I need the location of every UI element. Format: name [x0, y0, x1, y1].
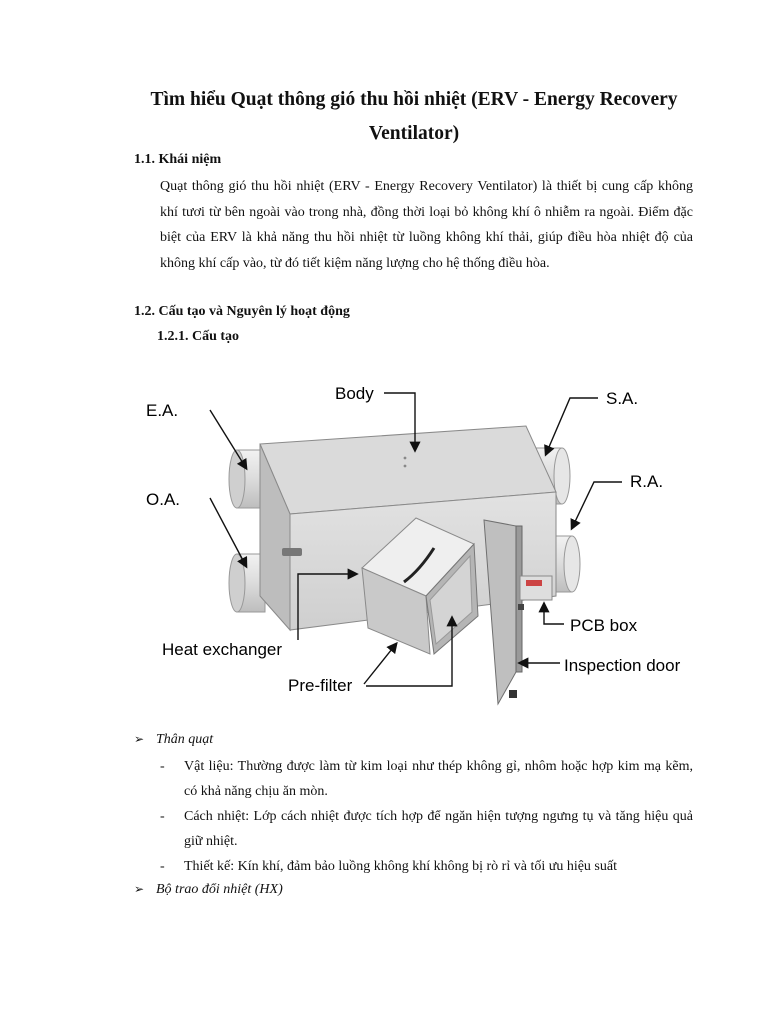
- page-title: Tìm hiểu Quạt thông gió thu hồi nhiệt (ERV - Energy Recovery Ventilator): [150, 89, 678, 144]
- label-ea: E.A.: [146, 401, 179, 420]
- bullet-bo-trao-doi-nhiet: [134, 882, 283, 898]
- section-heading-1-1: 1.1. Khái niệm: [134, 152, 222, 167]
- label-heat-exchanger: Heat exchanger: [162, 640, 283, 659]
- list-item-text: Cách nhiệt: Lớp cách nhiệt được tích hợp để ngăn hiện tượng ngưng tụ và tăng hiệu quả giữ nhiệt.: [184, 809, 693, 849]
- inspection-door: [484, 520, 522, 704]
- dash-marker: -: [160, 809, 165, 824]
- label-body: Body: [335, 384, 374, 403]
- arrow-bullet-icon: ➢: [134, 732, 145, 746]
- bullet-label: Bộ trao đổi nhiệt (HX): [156, 882, 283, 897]
- label-ra: R.A.: [630, 472, 664, 491]
- bullet-than-quat: [134, 732, 213, 748]
- list-item: [160, 805, 693, 854]
- list-item-text: Vật liệu: Thường được làm từ kim loại như thép không gỉ, nhôm hoặc hợp kim mạ kẽm, có khả năng chịu ăn mòn.: [184, 759, 693, 799]
- arrow-bullet-icon: ➢: [134, 882, 145, 896]
- label-pre-filter: Pre-filter: [288, 676, 353, 695]
- label-pcb-box: PCB box: [570, 616, 638, 635]
- list-item: [160, 855, 693, 880]
- section-heading-1-2-1: 1.2.1. Cấu tạo: [157, 329, 240, 344]
- bullet-label: Thân quạt: [156, 732, 214, 747]
- pcb-box: [518, 576, 552, 610]
- section-1-1-paragraph: Quạt thông gió thu hồi nhiệt (ERV - Energy Recovery Ventilator) là thiết bị cung cấp không khí tươi từ bên ngoài vào trong nhà, đồng thời loại bỏ không khí ô nhiễm ra ngoài. Điểm đặc biệt của ERV là khả năng thu hồi nhiệt từ luồng không khí thải, giúp điều hòa nhiệt độ của không khí cấp vào, từ đó tiết kiệm năng lượng cho hệ thống điều hòa.: [160, 179, 693, 271]
- list-item: [160, 755, 693, 804]
- list-item-text: Thiết kế: Kín khí, đảm bảo luồng không khí không bị rò rỉ và tối ưu hiệu suất: [184, 859, 617, 874]
- label-sa: S.A.: [606, 389, 639, 408]
- label-inspection-door: Inspection door: [564, 656, 681, 675]
- dash-marker: -: [160, 759, 165, 774]
- dash-marker: -: [160, 859, 165, 874]
- label-oa: O.A.: [146, 490, 181, 509]
- erv-diagram: [134, 368, 704, 706]
- section-heading-1-2: 1.2. Cấu tạo và Nguyên lý hoạt động: [134, 304, 350, 319]
